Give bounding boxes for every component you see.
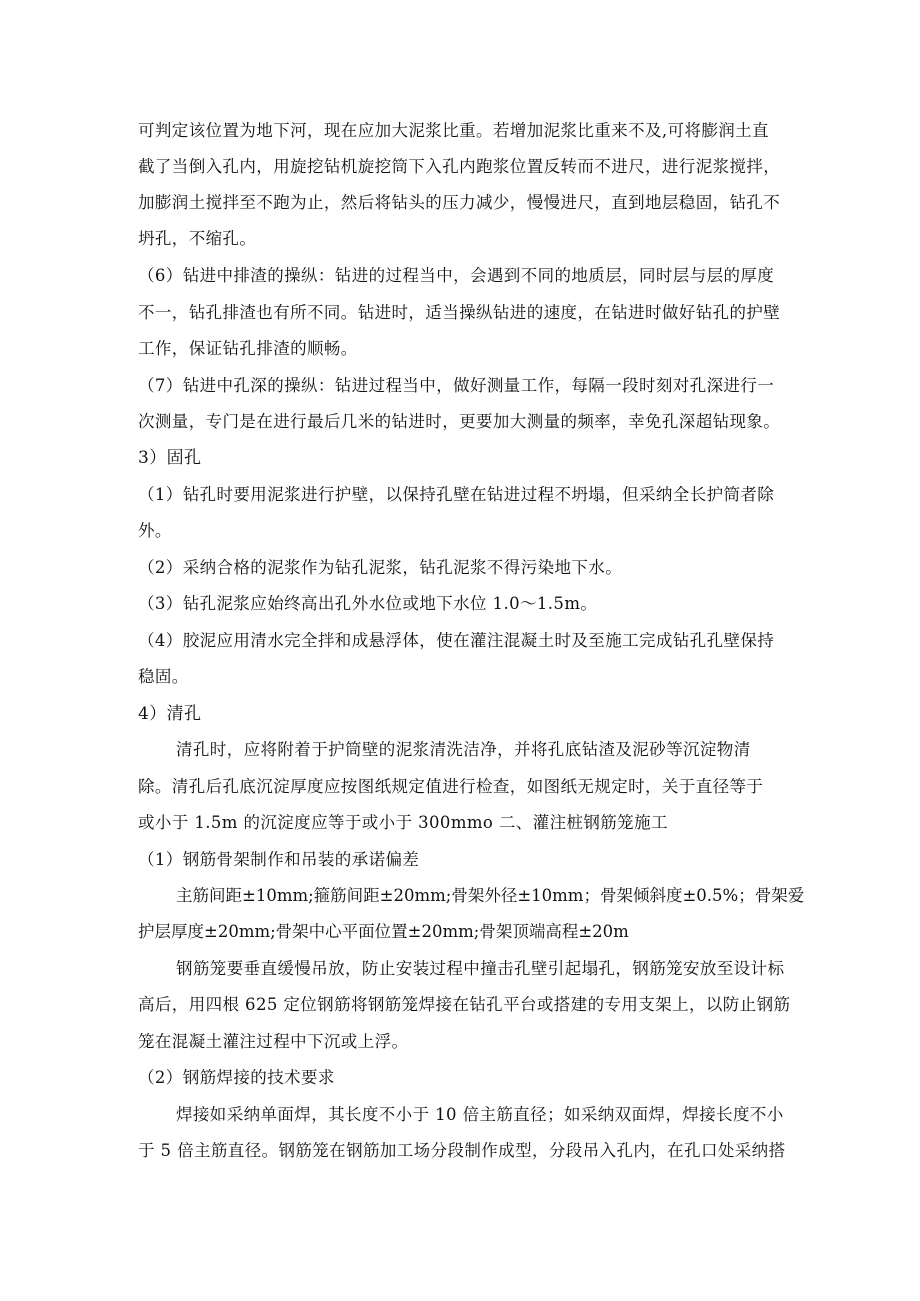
text-line: 钢筋笼要垂直缓慢吊放，防止安装过程中撞击孔壁引起塌孔，钢筋笼安放至设计标: [176, 959, 785, 978]
text-line: 于 5 倍主筋直径。钢筋笼在钢筋加工场分段制作成型，分段吊入孔内，在孔口处采纳搭: [138, 1141, 786, 1160]
text-line: （6）钻进中排渣的操纵：钻进的过程当中，会遇到不同的地质层，同时层与层的厚度: [138, 266, 775, 285]
text-line: （4）胶泥应用清水完全拌和成悬浮体，使在灌注混凝土时及至施工完成钻孔孔壁保持: [138, 631, 775, 650]
text-line: 工作，保证钻孔排渣的顺畅。: [138, 339, 358, 358]
text-line: （2）采纳合格的泥浆作为钻孔泥浆，钻孔泥浆不得污染地下水。: [138, 558, 623, 577]
text-line: 笼在混凝土灌注过程中下沉或上浮。: [138, 1032, 409, 1051]
text-line: （2）钢筋焊接的技术要求: [138, 1068, 335, 1087]
text-line: 主筋间距±10mm;箍筋间距±20mm;骨架外径±10mm；骨架倾斜度±0.5%；骨架爱: [176, 886, 805, 905]
text-line: 清孔时，应将附着于护筒壁的泥浆清洗洁净，并将孔底钻渣及泥砂等沉淀物清: [176, 740, 751, 759]
text-line: 可判定该位置为地下河，现在应加大泥浆比重。若增加泥浆比重来不及,可将膨润土直: [138, 121, 769, 140]
text-line: 护层厚度±20mm;骨架中心平面位置±20mm;骨架顶端高程±20m: [138, 922, 629, 941]
text-line: 坍孔，不缩孔。: [138, 229, 257, 248]
text-line: 高后，用四根 625 定位钢筋将钢筋笼焊接在钻孔平台或搭建的专用支架上，以防止钢筋: [138, 995, 791, 1014]
text-line: 焊接如采纳单面焊，其长度不小于 10 倍主筋直径；如采纳双面焊，焊接长度不小: [176, 1105, 784, 1124]
text-line: 除。清孔后孔底沉淀厚度应按图纸规定值进行检查，如图纸无规定时，关于直径等于: [138, 777, 764, 796]
text-line: 次测量，专门是在进行最后几米的钻进时，更要加大测量的频率，幸免孔深超钻现象。: [138, 412, 781, 431]
text-line: 外。: [138, 521, 172, 540]
section-heading: 4）清孔: [138, 704, 202, 724]
text-line: （1）钻孔时要用泥浆进行护壁，以保持孔壁在钻进过程不坍塌，但采纳全长护筒者除: [138, 485, 775, 504]
text-line: 截了当倒入孔内，用旋挖钻机旋挖筒下入孔内跑浆位置反转而不进尺，进行泥浆搅拌，: [138, 157, 781, 176]
text-line: 稳固。: [138, 667, 189, 686]
text-line: 或小于 1.5m 的沉淀度应等于或小于 300mmo 二、灌注桩钢筋笼施工: [138, 813, 668, 832]
text-line: 不一，钻孔排渣也有所不同。钻进时，适当操纵钻进的速度，在钻进时做好钻孔的护壁: [138, 303, 781, 322]
section-heading: 3）固孔: [138, 448, 202, 468]
text-line: 加膨润土搅拌至不跑为止，然后将钻头的压力减少，慢慢进尺，直到地层稳固，钻孔不: [138, 193, 781, 212]
text-line: （7）钻进中孔深的操纵：钻进过程当中，做好测量工作，每隔一段时刻对孔深进行一: [138, 376, 775, 395]
text-line: （3）钻孔泥浆应始终高出孔外水位或地下水位 1.0～1.5m。: [138, 594, 598, 613]
text-line: （1）钢筋骨架制作和吊装的承诺偏差: [138, 850, 420, 869]
